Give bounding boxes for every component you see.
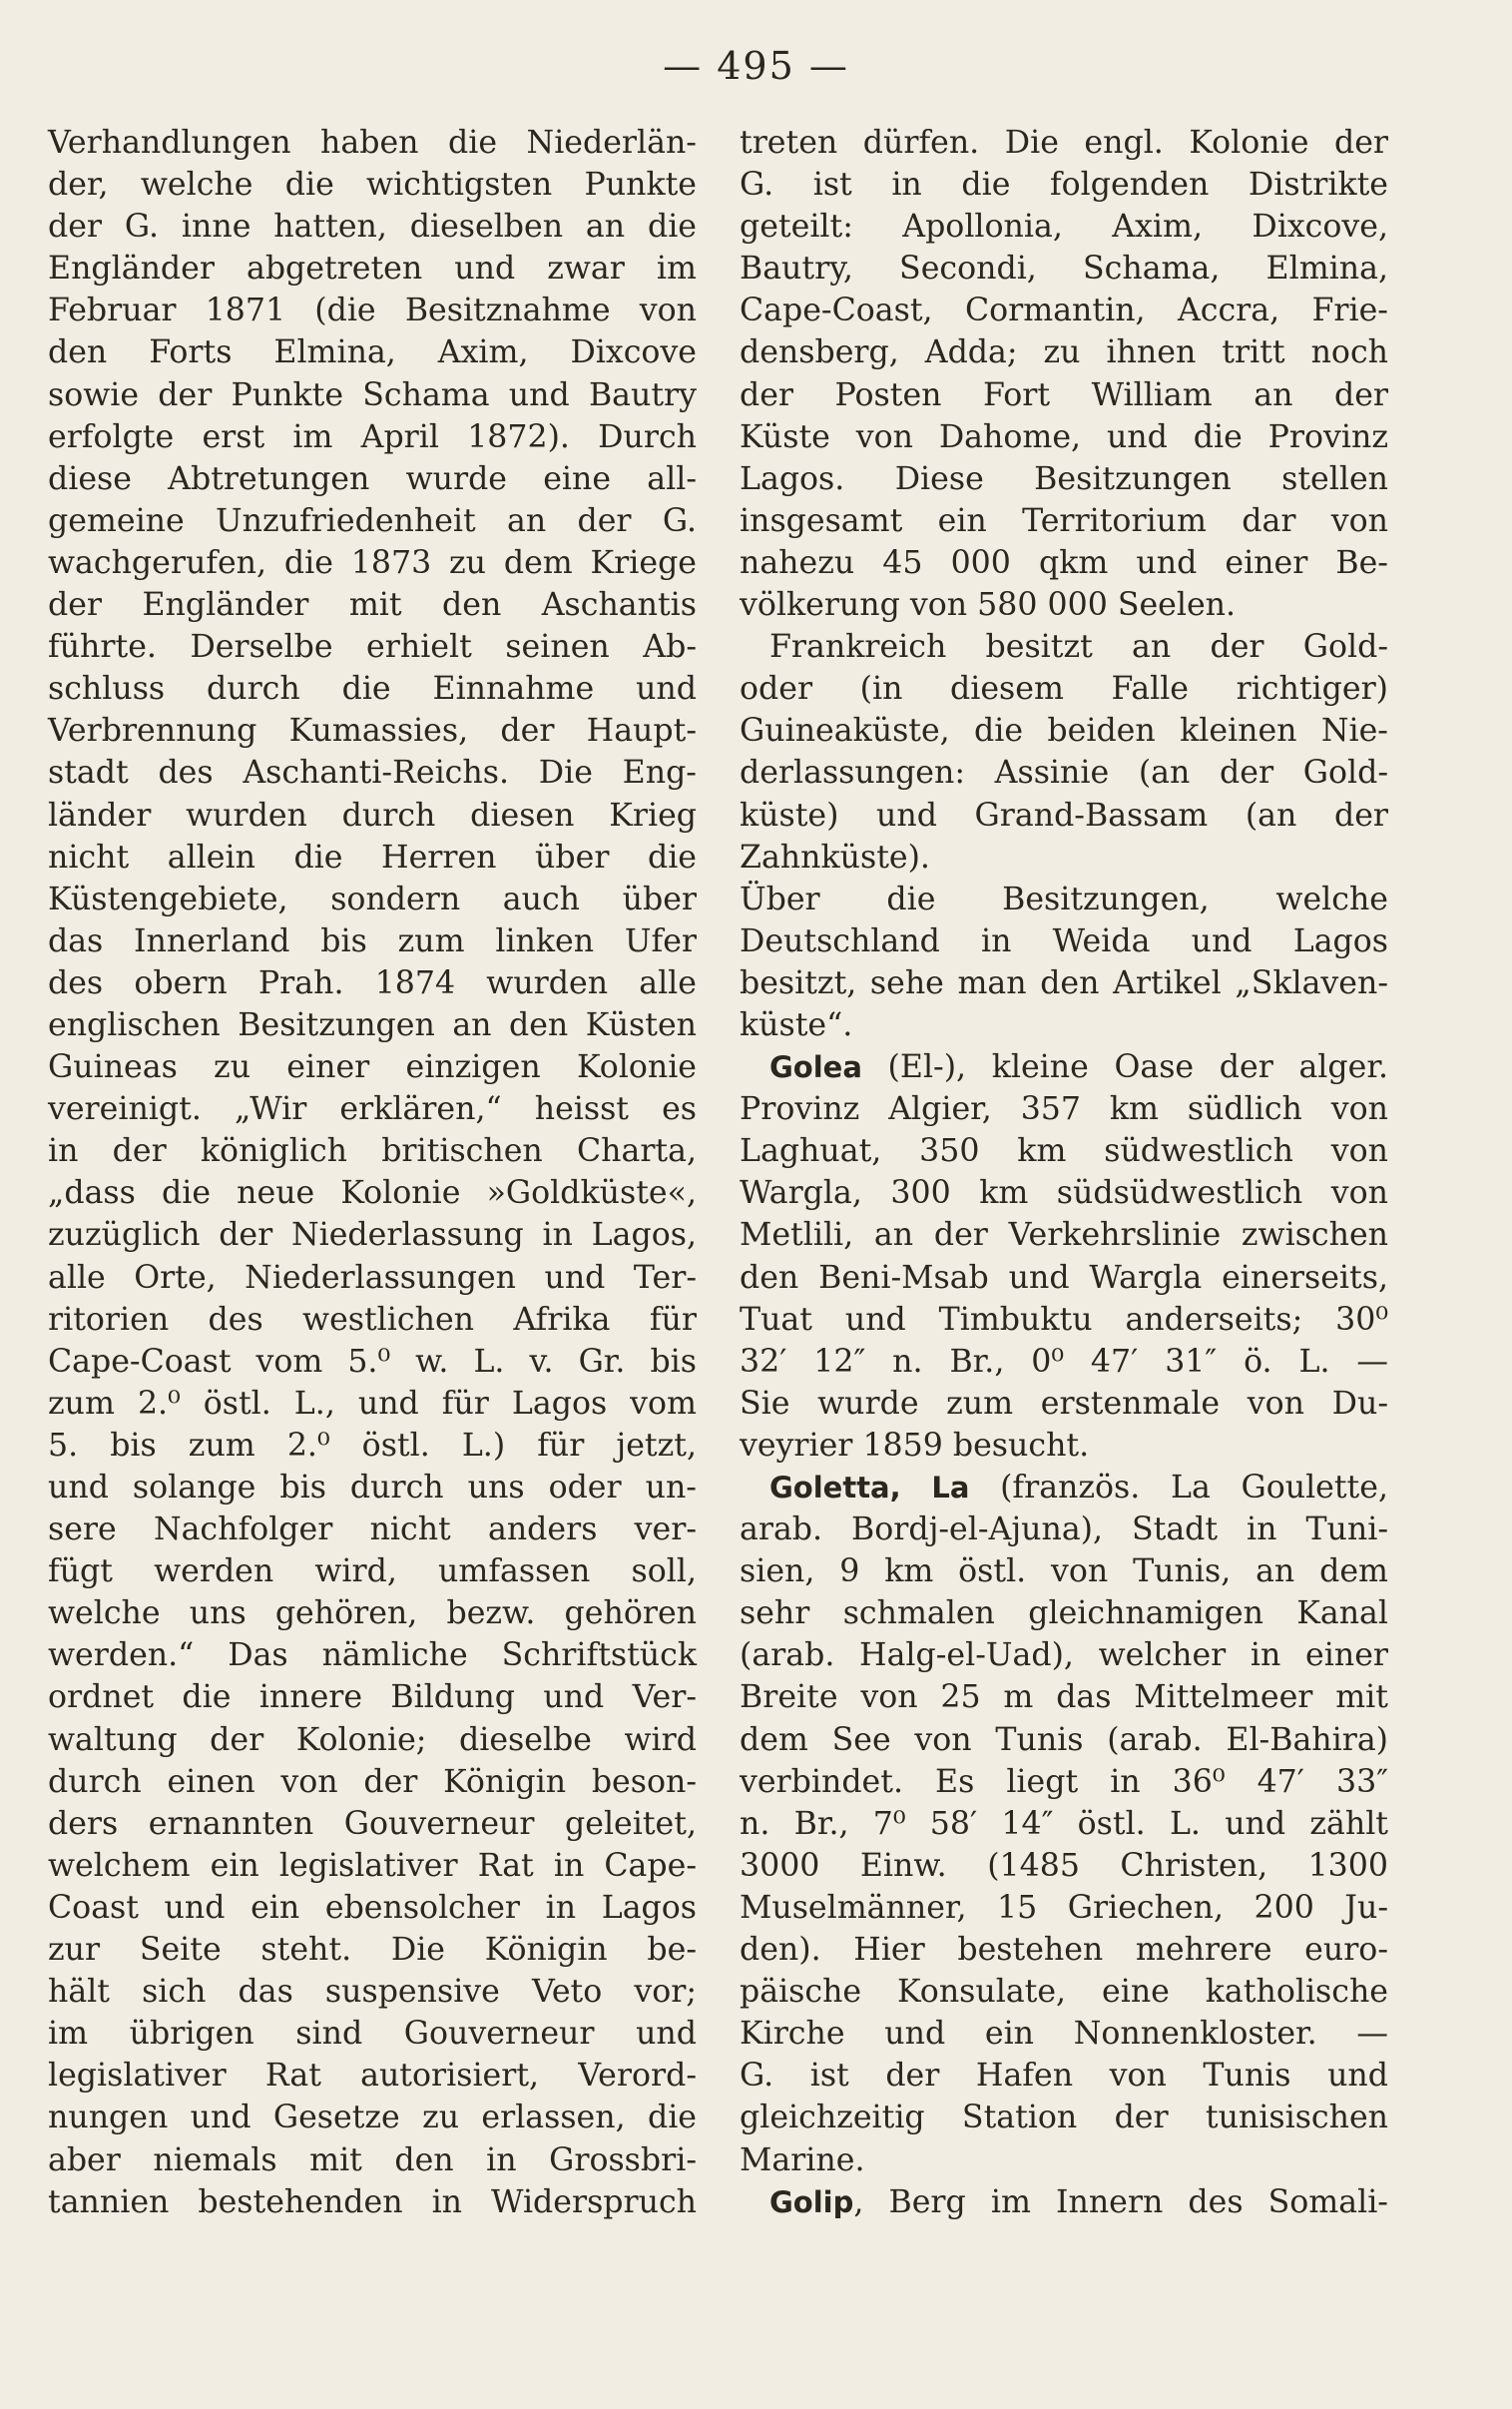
text-line: küste“. [740,1006,853,1043]
text-line: erfolgte erst im April 1872). Durch [48,418,697,455]
text-line: Frankreich besitzt an der Gold- [769,629,1388,666]
text-line: densberg, Adda; zu ihnen tritt noch [740,334,1388,371]
text-line: Über die Besitzungen, welche [740,881,1388,917]
text-line: Guineas zu einer einzigen Kolonie [48,1049,697,1086]
text-line: zuzüglich der Niederlassung in Lagos, [48,1217,697,1254]
left-column [48,122,697,2223]
text-line: oder (in diesem Falle richtiger) [740,671,1388,708]
text-line: aber niemals mit den in Grossbri- [48,2141,697,2178]
paragraph-goldkueste-districts [740,122,1388,626]
text-line: völkerung von 580 000 Seelen. [740,587,1237,624]
text-line: Bautry, Secondi, Schama, Elmina, [740,251,1388,288]
text-line: sien, 9 km östl. von Tunis, an dem [740,1553,1388,1590]
text-line: stadt des Aschanti-Reichs. Die Eng- [48,755,697,792]
text-line: verbindet. Es liegt in 36⁰ 47′ 33″ [740,1763,1388,1800]
text-line: Muselmänner, 15 Griechen, 200 Ju- [740,1889,1388,1926]
text-line: und solange bis durch uns oder un- [48,1470,697,1506]
text-line: veyrier 1859 besucht. [740,1427,1090,1464]
text-line: ordnet die innere Bildung und Ver- [48,1679,697,1716]
text-line: nahezu 45 000 qkm und einer Be- [740,544,1388,581]
text-line: Küstengebiete, sondern auch über [48,881,697,917]
text-line: päische Konsulate, eine katholische [740,1974,1388,2011]
text-line: Laghuat, 350 km südwestlich von [740,1133,1388,1170]
text-line: legislativer Rat autorisiert, Verord- [48,2058,697,2095]
text-line: G. ist der Hafen von Tunis und [740,2058,1388,2095]
headword-golea: Golea [769,1050,862,1085]
text-line: den). Hier bestehen mehrere euro- [740,1932,1388,1969]
text-line: Tuat und Timbuktu anderseits; 30⁰ [740,1301,1388,1338]
text-line: Wargla, 300 km südsüdwestlich von [740,1175,1388,1212]
text-line: arab. Bordj-el-Ajuna), Stadt in Tuni- [740,1511,1388,1548]
text-line: alle Orte, Niederlassungen und Ter- [48,1259,697,1296]
text-line: welchem ein legislativer Rat in Cape- [48,1847,697,1884]
text-line: tannien bestehenden in Widerspruch [48,2183,697,2220]
text-line: englischen Besitzungen an den Küsten [48,1006,697,1043]
text-line: Zahnküste). [740,839,930,876]
text-line: 32′ 12″ n. Br., 0⁰ 47′ 31″ ö. L. — [740,1343,1388,1380]
headword-goletta: Goletta, La [769,1471,970,1505]
text-line: zum 2.⁰ östl. L., und für Lagos vom [48,1385,697,1422]
text-line: geteilt: Apollonia, Axim, Dixcove, [740,209,1388,246]
text-line: gleichzeitig Station der tunisischen [740,2100,1388,2136]
text-line: G. ist in die folgenden Distrikte [740,167,1388,204]
text-line: diese Abtretungen wurde eine all- [48,460,697,497]
text-line: in der königlich britischen Charta, [48,1133,697,1170]
text-line: Provinz Algier, 357 km südlich von [740,1091,1388,1128]
text-line: welche uns gehören, bezw. gehören [48,1595,697,1632]
text-line: waltung der Kolonie; dieselbe wird [48,1721,697,1758]
text-line: wachgerufen, die 1873 zu dem Kriege [48,544,697,581]
text-line: insgesamt ein Territorium dar von [740,502,1388,539]
text-line: Verhandlungen haben die Niederlän- [48,125,697,161]
entry-golea [740,1046,1388,1467]
entry-first-line: Goletta, La (französ. La Goulette, [769,1470,1388,1506]
text-line: der Engländer mit den Aschantis [48,587,697,624]
text-line: des obern Prah. 1874 wurden alle [48,964,697,1001]
text-line: (arab. Halg-el-Uad), welcher in einer [740,1637,1388,1674]
text-line: sehr schmalen gleichnamigen Kanal [740,1595,1388,1632]
text-line: Verbrennung Kumassies, der Haupt- [48,713,697,750]
text-line: im übrigen sind Gouverneur und [48,2016,697,2053]
text-line: treten dürfen. Die engl. Kolonie der [740,125,1388,161]
text-line: dem See von Tunis (arab. El-Bahira) [740,1721,1388,1758]
text-line: Engländer abgetreten und zwar im [48,251,697,288]
text-line: sere Nachfolger nicht anders ver- [48,1511,697,1548]
text-line: vereinigt. „Wir erklären,“ heisst es [48,1091,697,1128]
text-line: Lagos. Diese Besitzungen stellen [740,460,1388,497]
text-line: nicht allein die Herren über die [48,839,697,876]
text-line: Coast und ein ebensolcher in Lagos [48,1889,697,1926]
text-line: das Innerland bis zum linken Ufer [48,922,697,959]
text-line: sowie der Punkte Schama und Bautry [48,376,697,413]
text-line: durch einen von der Königin beson- [48,1763,697,1800]
text-line: ritorien des westlichen Afrika für [48,1301,697,1338]
text-line: Cape-Coast vom 5.⁰ w. L. v. Gr. bis [48,1343,697,1380]
text-line: 3000 Einw. (1485 Christen, 1300 [740,1847,1388,1884]
right-column [740,122,1388,2223]
text-line: Metlili, an der Verkehrslinie zwischen [740,1217,1388,1254]
text-line: den Beni-Msab und Wargla einerseits, [740,1259,1388,1296]
text-line: hält sich das suspensive Veto vor; [48,1974,697,2011]
text-line: zur Seite steht. Die Königin be- [48,1932,697,1969]
entry-golip [740,2181,1388,2223]
text-line: Sie wurde zum erstenmale von Du- [740,1385,1388,1422]
text-line: schluss durch die Einnahme und [48,671,697,708]
text-line: nungen und Gesetze zu erlassen, die [48,2100,697,2136]
text-line: Küste von Dahome, und die Provinz [740,418,1388,455]
entry-goletta [740,1467,1388,2181]
paragraph-deutschland [740,879,1388,1046]
text-line: Deutschland in Weida und Lagos [740,922,1388,959]
text-line: Marine. [740,2141,865,2178]
text-line: besitzt, sehe man den Artikel „Sklaven- [740,964,1388,1001]
text-line: der Posten Fort William an der [740,376,1388,413]
text-line: „dass die neue Kolonie »Goldküste«, [48,1175,697,1212]
text-line: Februar 1871 (die Besitznahme von [48,293,697,329]
text-line: Guineaküste, die beiden kleinen Nie- [740,713,1388,750]
text-line: ders ernannten Gouverneur geleitet, [48,1805,697,1842]
text-line: länder wurden durch diesen Krieg [48,797,697,834]
paragraph-frankreich [740,626,1388,879]
text-line: Breite von 25 m das Mittelmeer mit [740,1679,1388,1716]
text-line: werden.“ Das nämliche Schriftstück [48,1637,697,1674]
text-line: der G. inne hatten, dieselben an die [48,209,697,246]
text-line: 5. bis zum 2.⁰ östl. L.) für jetzt, [48,1427,697,1464]
page-number: — 495 — [663,44,849,88]
text-line: den Forts Elmina, Axim, Dixcove [48,334,697,371]
text-line: gemeine Unzufriedenheit an der G. [48,502,697,539]
entry-first-line: Golip, Berg im Innern des Somali- [769,2183,1388,2220]
headword-golip: Golip [769,2184,854,2219]
text-line: derlassungen: Assinie (an der Gold- [740,755,1388,792]
text-line: n. Br., 7⁰ 58′ 14″ östl. L. und zählt [740,1805,1388,1842]
text-line: Cape-Coast, Cormantin, Accra, Frie- [740,293,1388,329]
text-line: fügt werden wird, umfassen soll, [48,1553,697,1590]
entry-first-line: Golea (El-), kleine Oase der alger. [769,1049,1388,1086]
text-line: der, welche die wichtigsten Punkte [48,167,697,204]
text-line: führte. Derselbe erhielt seinen Ab- [48,629,697,666]
text-line: küste) und Grand-Bassam (an der [740,797,1388,834]
text-line: Kirche und ein Nonnenkloster. — [740,2016,1388,2053]
